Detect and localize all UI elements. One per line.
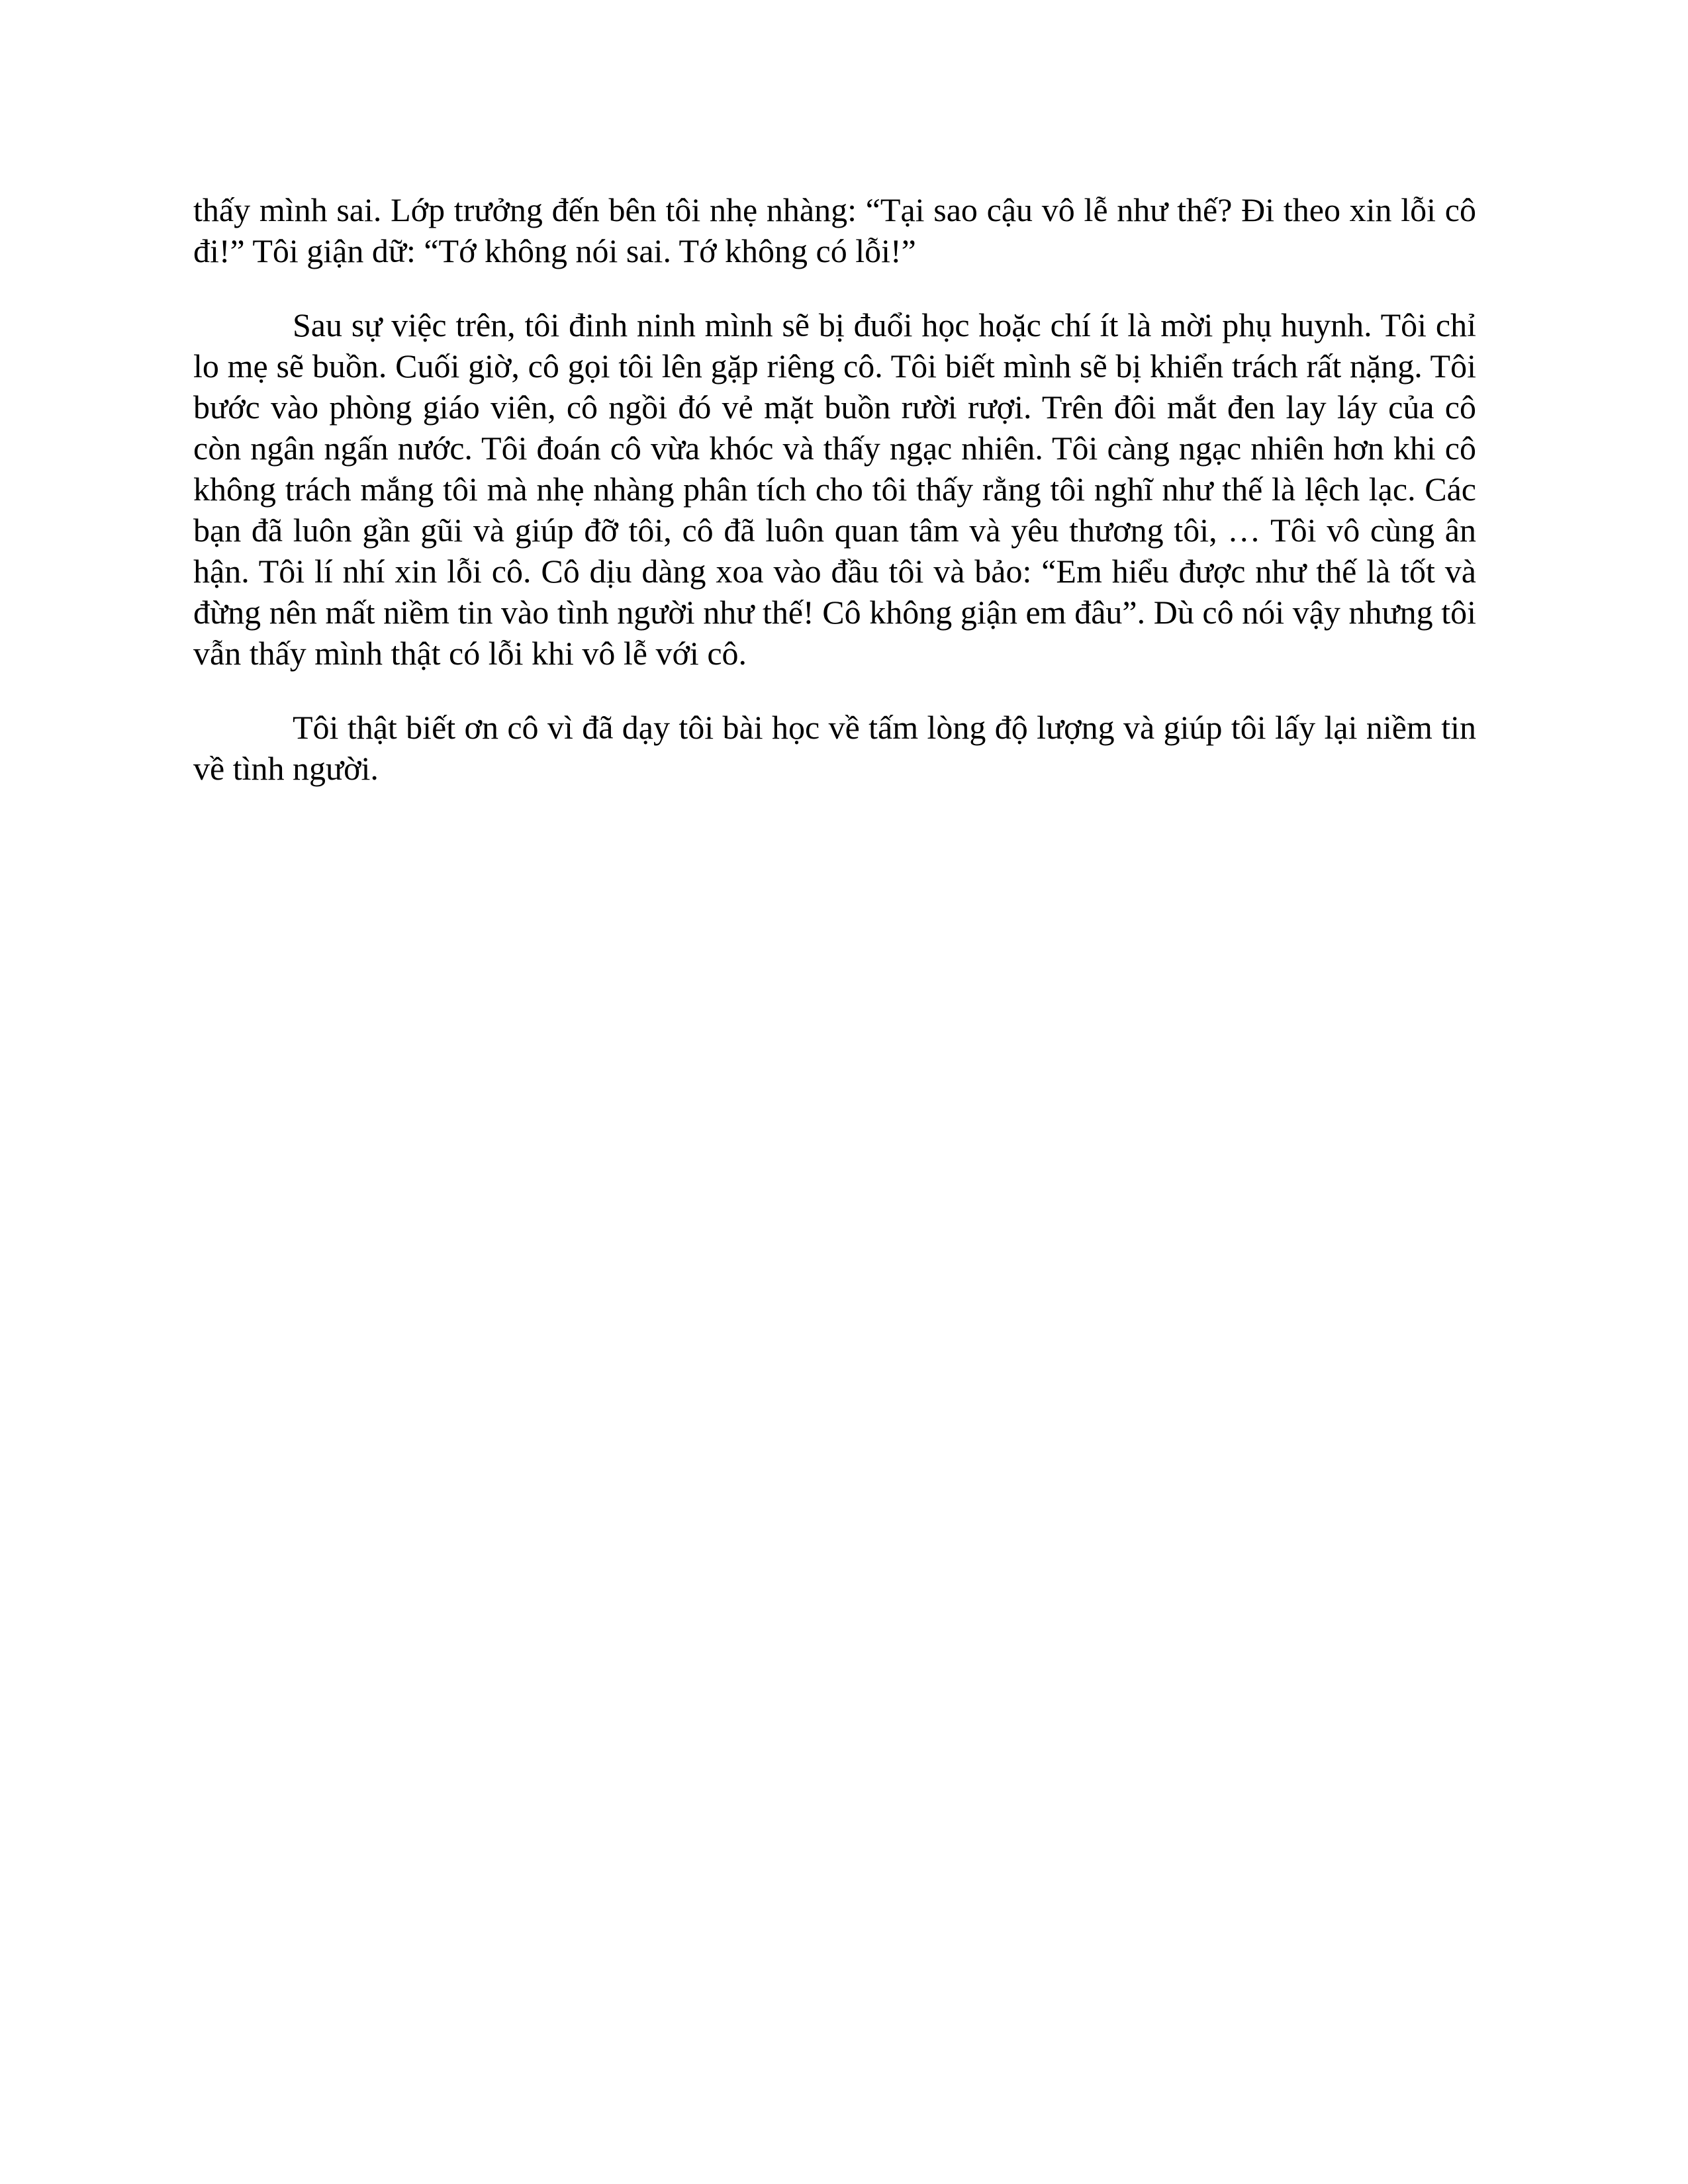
document-page xyxy=(193,189,1476,822)
text-line: lo mẹ sẽ buồn. Cuối giờ, cô gọi tôi lên gặp riêng cô. Tôi biết mình sẽ bị khiển trách rất nặng. Tôi xyxy=(193,347,1476,385)
text-line: Sau sự việc trên, tôi đinh ninh mình sẽ bị đuổi học hoặc chí ít là mời phụ huynh. Tôi chỉ xyxy=(293,306,1476,343)
text-line: không trách mắng tôi mà nhẹ nhàng phân tích cho tôi thấy rằng tôi nghĩ như thế là lệch lạc. Các xyxy=(193,471,1476,508)
text-line: đừng nên mất niềm tin vào tình người như thế! Cô không giận em đâu”. Dù cô nói vậy nhưng tôi xyxy=(193,594,1476,631)
text-line: hận. Tôi lí nhí xin lỗi cô. Cô dịu dàng xoa vào đầu tôi và bảo: “Em hiểu được như thế là tốt và xyxy=(193,553,1476,590)
text-line: bước vào phòng giáo viên, cô ngồi đó vẻ mặt buồn rười rượi. Trên đôi mắt đen lay láy của cô xyxy=(193,388,1476,426)
text-line: còn ngân ngấn nước. Tôi đoán cô vừa khóc và thấy ngạc nhiên. Tôi càng ngạc nhiên hơn khi cô xyxy=(193,430,1476,467)
text-line: về tình người. xyxy=(193,750,379,787)
text-line: bạn đã luôn gần gũi và giúp đỡ tôi, cô đã luôn quan tâm và yêu thương tôi, … Tôi vô cùng ân xyxy=(193,512,1476,549)
paragraph-3 xyxy=(193,707,1476,789)
text-line: Tôi thật biết ơn cô vì đã dạy tôi bài học về tấm lòng độ lượng và giúp tôi lấy lại niềm tin xyxy=(293,709,1476,746)
paragraph-1 xyxy=(193,189,1476,271)
text-line: thấy mình sai. Lớp trưởng đến bên tôi nhẹ nhàng: “Tại sao cậu vô lễ như thế? Đi theo xin lỗi cô xyxy=(193,191,1476,228)
text-line: đi!” Tôi giận dữ: “Tớ không nói sai. Tớ không có lỗi!” xyxy=(193,232,916,269)
text-line: vẫn thấy mình thật có lỗi khi vô lễ với cô. xyxy=(193,635,747,672)
paragraph-2 xyxy=(193,304,1476,674)
